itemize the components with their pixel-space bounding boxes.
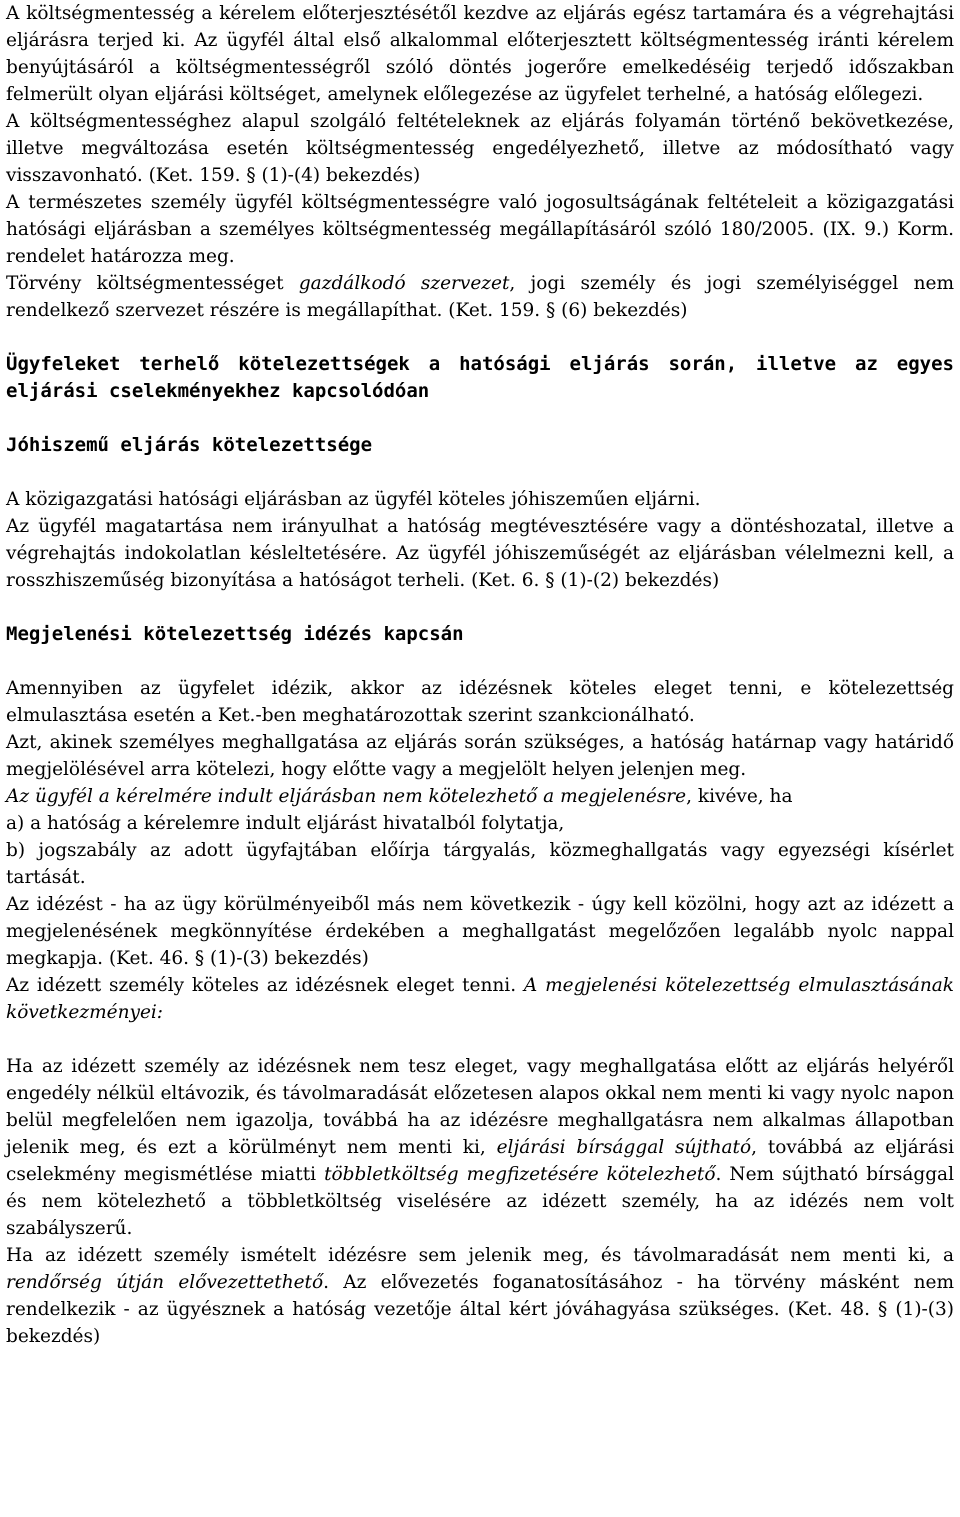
paragraph [6,1053,954,1242]
paragraph [6,891,954,972]
paragraph [6,189,954,270]
paragraph [6,837,954,891]
emphasis-text: eljárási bírsággal sújtható [496,1137,752,1158]
text-run: A közigazgatási hatósági eljárásban az ügyfél köteles jóhiszeműen eljárni. [6,489,701,510]
paragraph [6,513,954,594]
emphasis-text: többletköltség megfizetésére kötelezhető [324,1164,716,1185]
text-run: Ha az idézett személy ismételt idézésre sem jelenik meg, és távolmaradását nem menti ki, a [6,1245,954,1266]
paragraph [6,729,954,783]
paragraph [6,1242,954,1350]
spacer [6,594,954,621]
spacer [6,459,954,486]
text-run: A költségmentesség a kérelem előterjesztésétől kezdve az eljárás egész tartamára és a végrehajtási eljárásra terjed ki. Az ügyfél által első alkalommal előterjesztett költségmentesség iránti kérelem benyújtásáról a költségmentességről szóló döntés jogerőre emelkedéséig terjedő időszakban felmerült olyan eljárási költséget, amelynek előlegezése az ügyfelet terhelné, a hatóság előlegezi. [6,3,954,105]
paragraph [6,783,954,810]
spacer [6,1026,954,1053]
text-run: Jóhiszemű eljárás kötelezettsége [6,434,373,456]
text-run: Ügyfeleket terhelő kötelezettségek a hatósági eljárás során, illetve az egyes eljárási cselekményekhez kapcsolódóan [6,353,954,402]
text-run: Azt, akinek személyes meghallgatása az eljárás során szükséges, a hatóság határnap vagy határidő megjelölésével arra kötelezi, hogy előtte vagy a megjelölt helyen jelenjen meg. [6,732,954,780]
emphasis-text: rendőrség útján elővezettethető [6,1272,324,1293]
text-run: A költségmentességhez alapul szolgáló feltételeknek az eljárás folyamán történő bekövetkezése, illetve megváltozása esetén költségmentesség engedélyezhető, illetve az módosítható vagy visszavonható. (Ket. 159. § (1)-(4) bekezdés) [6,111,954,186]
spacer [6,405,954,432]
text-run: Törvény költségmentességet [6,273,299,294]
text-run: Ha az idézett személy az idézésnek nem tesz eleget, vagy meghallgatása előtt az eljárás helyéről engedély nélkül eltávozik, és távolmaradását előzetesen alapos okkal nem menti ki vagy nyolc napon belül megfelelően nem igazolja, továbbá ha az idézésre meghallgatásra nem alkalmas állapotban jelenik meg, és ezt a körülményt nem menti ki, [6,1056,954,1158]
paragraph [6,972,954,1026]
text-run: Az idézést - ha az ügy körülményeiből más nem következik - úgy kell közölni, hogy azt az idézett a megjelenésének megkönnyítése érdekében a meghallgatást megelőzően legalább nyolc nappal megkapja. (Ket. 46. § (1)-(3) bekezdés) [6,894,954,969]
emphasis-text: Az ügyfél a kérelmére indult eljárásban nem kötelezhető a megjelenésre [6,786,687,807]
text-run: Megjelenési kötelezettség idézés kapcsán [6,623,464,645]
text-run: Amennyiben az ügyfelet idézik, akkor az idézésnek köteles eleget tenni, e kötelezettség elmulasztása esetén a Ket.-ben meghatározottak szerint szankcionálható. [6,678,954,726]
text-run: A természetes személy ügyfél költségmentességre való jogosultságának feltételeit a közigazgatási hatósági eljárásban a személyes költségmentesség megállapításáról szóló 180/2005. (IX. 9.) Korm. rendelet határozza meg. [6,192,954,267]
text-run: , jogi személy és jogi személyiséggel nem rendelkező szervezet részére is megállapíthat. (Ket. 159. § (6) bekezdés) [6,273,954,321]
section-heading [6,432,954,459]
paragraph [6,675,954,729]
emphasis-text: gazdálkodó szervezet [298,273,510,294]
text-run: b) jogszabály az adott ügyfajtában előírja tárgyalás, közmeghallgatás vagy egyezségi kísérlet tartását. [6,840,954,888]
paragraph [6,270,954,324]
text-run: , kivéve, ha [686,786,793,807]
paragraph [6,108,954,189]
text-run: , továbbá az eljárási cselekmény megismétlése miatti [6,1137,955,1185]
paragraph [6,810,954,837]
section-heading [6,351,954,405]
text-run: Az idézett személy köteles az idézésnek eleget tenni. [6,975,524,996]
spacer [6,324,954,351]
text-run: . Az elővezetés foganatosításához - ha törvény másként nem rendelkezik - az ügyésznek a hatóság vezetője által kért jóváhagyása szükséges. (Ket. 48. § (1)-(3) bekezdés) [6,1272,954,1347]
text-run: a) a hatóság a kérelemre indult eljárást hivatalból folytatja, [6,813,565,834]
paragraph [6,486,954,513]
text-run: . Nem sújtható bírsággal és nem kötelezhető a többletköltség viselésére az idézett személy, ha az idézés nem volt szabályszerű. [6,1164,954,1239]
spacer [6,648,954,675]
section-heading [6,621,954,648]
emphasis-text: A megjelenési kötelezettség elmulasztásának következményei: [6,975,954,1023]
paragraph [6,0,954,108]
text-run: Az ügyfél magatartása nem irányulhat a hatóság megtévesztésére vagy a döntéshozatal, illetve a végrehajtás indokolatlan késleltetésére. Az ügyfél jóhiszeműségét az eljárásban vélelmezni kell, a rosszhiszeműség bizonyítása a hatóságot terheli. (Ket. 6. § (1)-(2) bekezdés) [6,516,954,591]
